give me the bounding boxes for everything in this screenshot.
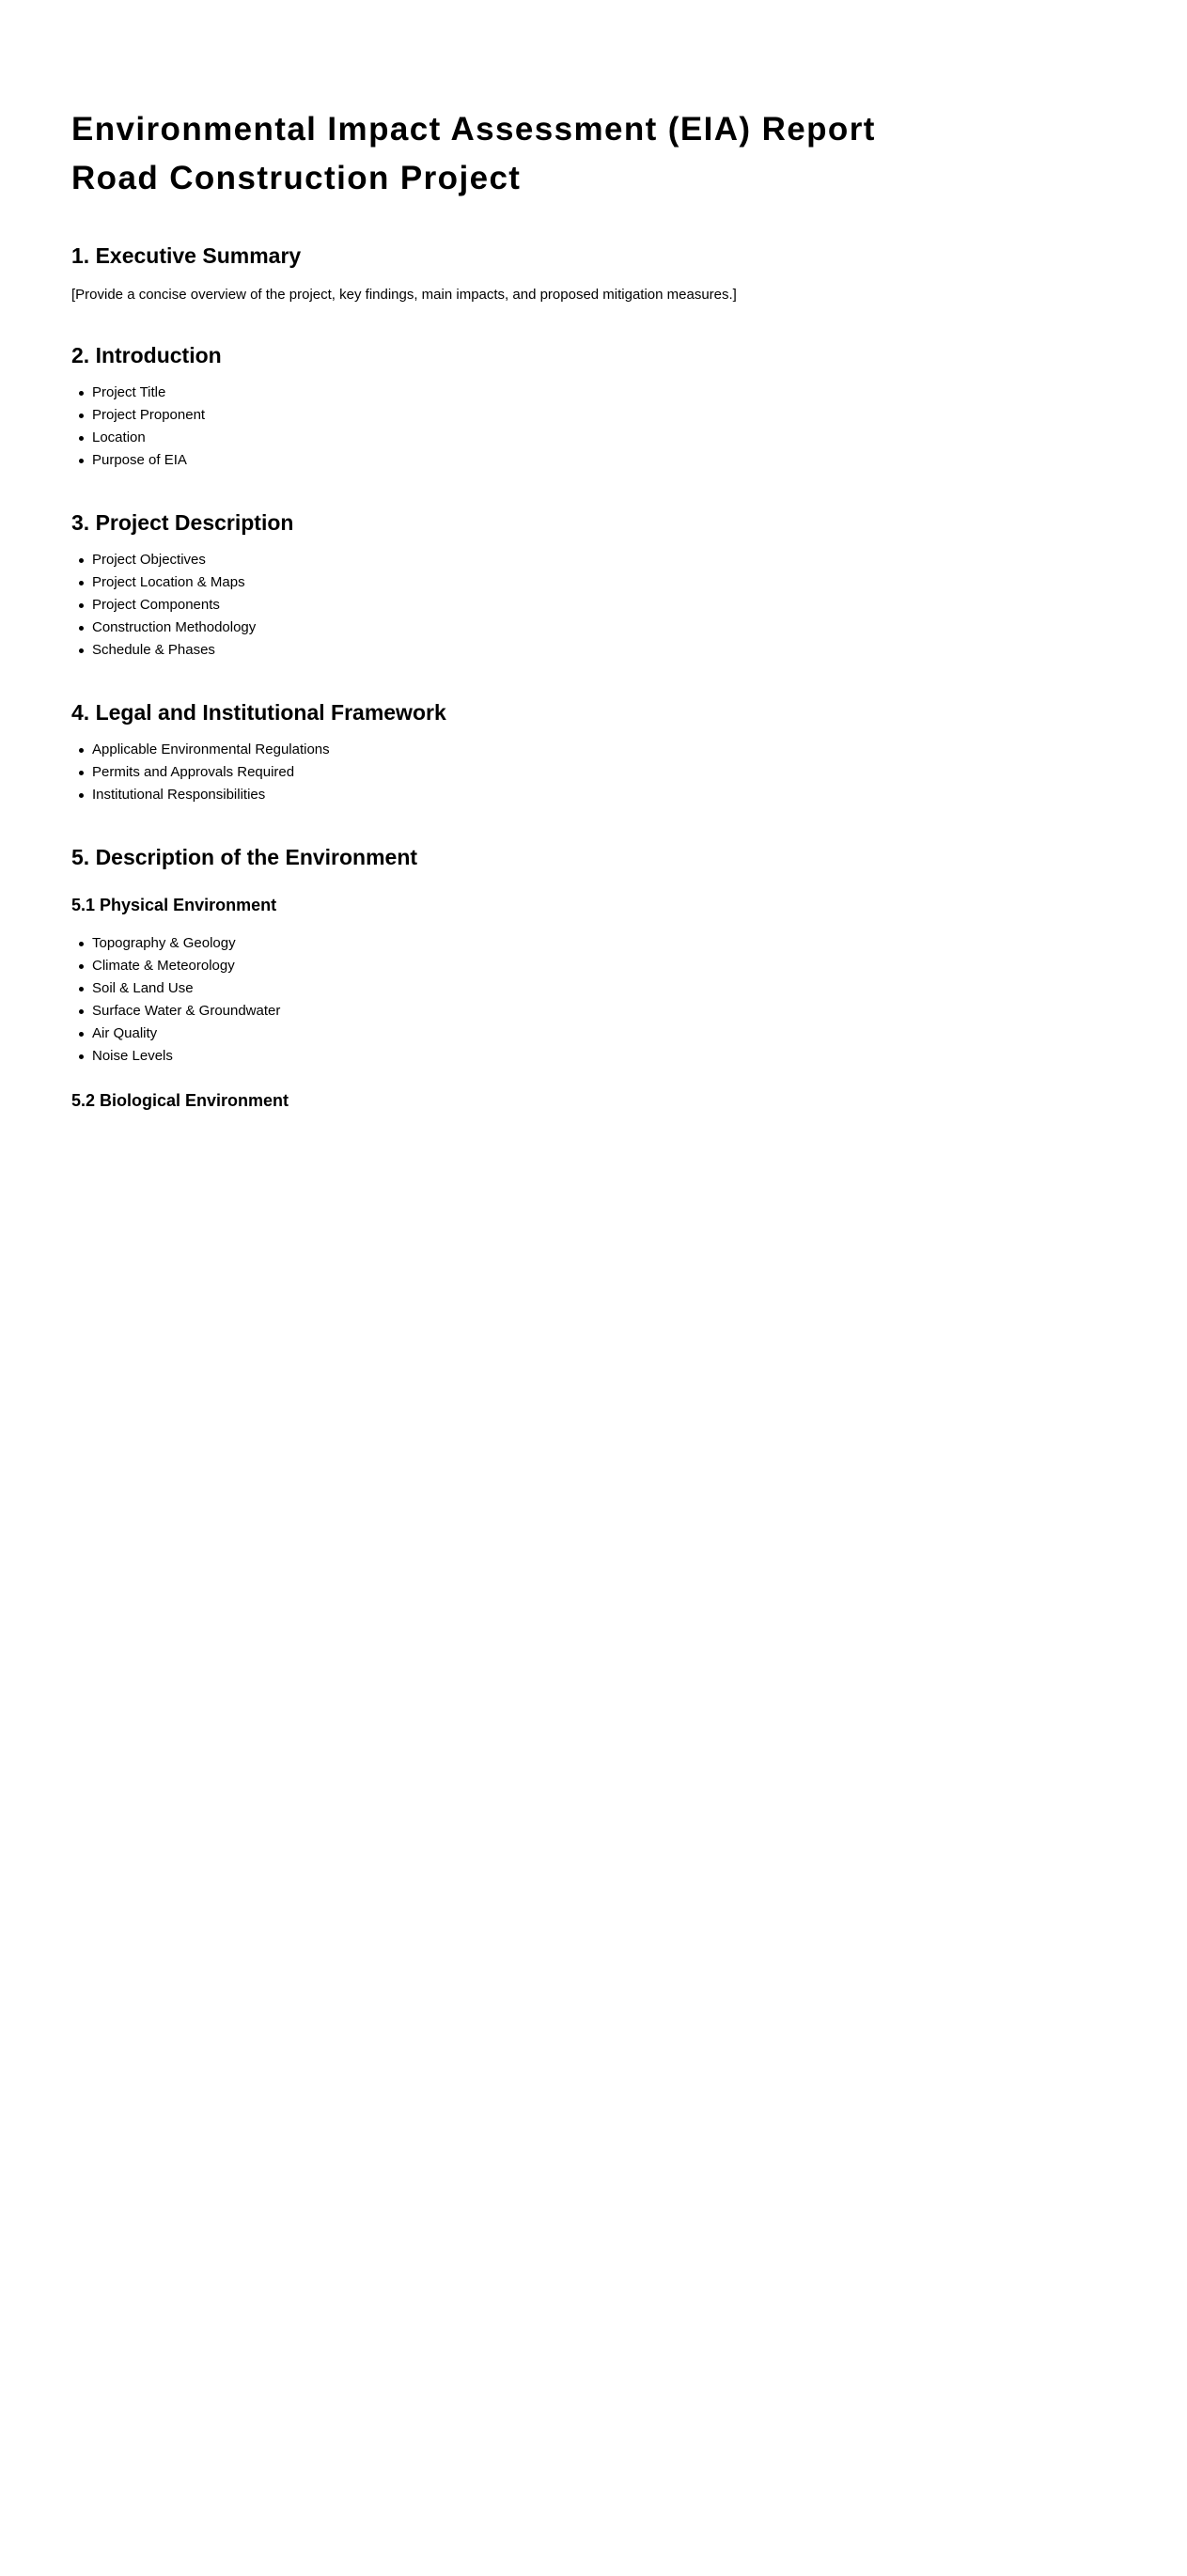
section-environment — [71, 844, 1105, 1111]
bullet-icon — [79, 1054, 84, 1059]
legal-framework-list — [71, 739, 1105, 806]
bullet-icon — [79, 1032, 84, 1037]
bullet-icon — [79, 414, 84, 418]
subsection-physical-environment — [71, 895, 1105, 1068]
bullet-icon — [79, 648, 84, 653]
list-item: Project Components — [92, 594, 1105, 617]
list-item: Climate & Meteorology — [92, 955, 1105, 977]
document-title — [71, 105, 1105, 203]
list-item: Schedule & Phases — [92, 639, 1105, 662]
section-introduction — [71, 342, 1105, 472]
list-item: Purpose of EIA — [92, 449, 1105, 472]
list-item: Applicable Environmental Regulations — [92, 739, 1105, 761]
document-title-line-2: Road Construction Project — [71, 160, 522, 196]
list-item: Construction Methodology — [92, 617, 1105, 639]
section-heading: 5. Description of the Environment — [71, 845, 418, 869]
list-item: Project Proponent — [92, 404, 1105, 427]
list-item: Project Objectives — [92, 549, 1105, 571]
list-item: Soil & Land Use — [92, 977, 1105, 1000]
list-item: Project Title — [92, 382, 1105, 404]
list-item: Institutional Responsibilities — [92, 784, 1105, 806]
section-heading: 1. Executive Summary — [71, 243, 302, 268]
bullet-icon — [79, 964, 84, 969]
bullet-icon — [79, 942, 84, 946]
bullet-icon — [79, 748, 84, 753]
introduction-list — [71, 382, 1105, 472]
bullet-icon — [79, 793, 84, 798]
subsection-biological-environment — [71, 1090, 1105, 1111]
list-item: Air Quality — [92, 1023, 1105, 1045]
document-page — [0, 0, 1105, 1111]
list-item: Noise Levels — [92, 1045, 1105, 1068]
bullet-icon — [79, 1009, 84, 1014]
bullet-icon — [79, 459, 84, 463]
section-heading: 3. Project Description — [71, 510, 294, 535]
list-item: Project Location & Maps — [92, 571, 1105, 594]
bullet-icon — [79, 391, 84, 396]
section-legal-framework — [71, 699, 1105, 806]
section-heading: 2. Introduction — [71, 343, 222, 367]
bullet-icon — [79, 436, 84, 441]
executive-summary-text: [Provide a concise overview of the project, key findings, main impacts, and proposed mitigation measures.] — [71, 287, 737, 303]
section-executive-summary — [71, 242, 1105, 304]
document-title-line-1: Environmental Impact Assessment (EIA) Report — [71, 111, 876, 148]
physical-environment-list — [71, 932, 1105, 1068]
list-item: Permits and Approvals Required — [92, 761, 1105, 784]
bullet-icon — [79, 626, 84, 631]
project-description-list — [71, 549, 1105, 662]
list-item: Location — [92, 427, 1105, 449]
bullet-icon — [79, 603, 84, 608]
bullet-icon — [79, 987, 84, 991]
subsection-heading: 5.2 Biological Environment — [71, 1091, 289, 1110]
bullet-icon — [79, 581, 84, 585]
subsection-heading: 5.1 Physical Environment — [71, 896, 277, 914]
list-item: Topography & Geology — [92, 932, 1105, 955]
list-item: Surface Water & Groundwater — [92, 1000, 1105, 1023]
bullet-icon — [79, 771, 84, 775]
bullet-icon — [79, 558, 84, 563]
section-heading: 4. Legal and Institutional Framework — [71, 700, 446, 725]
section-project-description — [71, 509, 1105, 662]
